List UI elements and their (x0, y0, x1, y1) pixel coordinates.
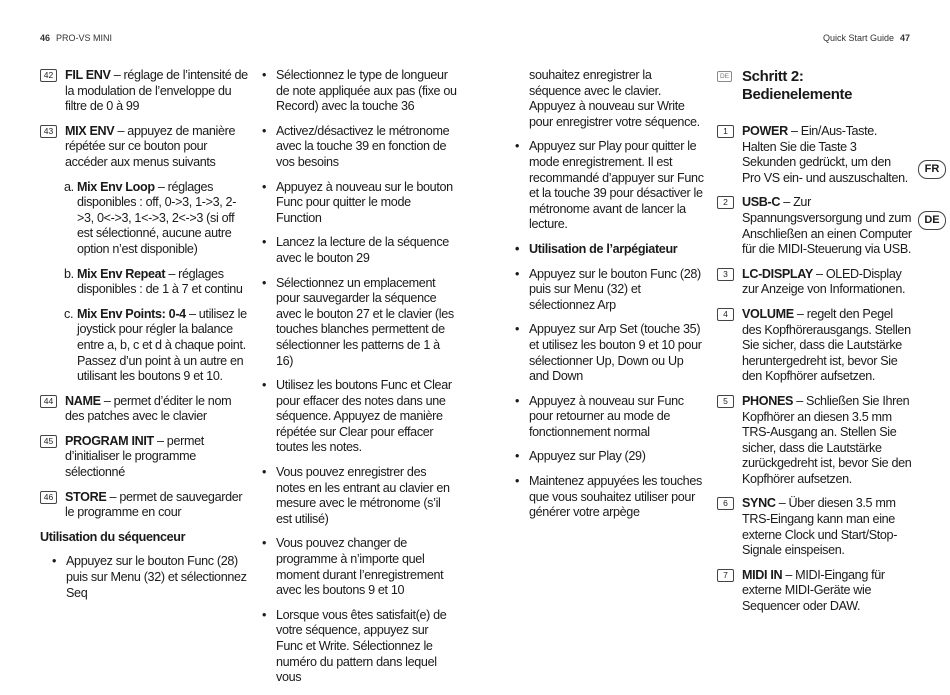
bullet-item: • Appuyez sur Play (29) (515, 449, 705, 465)
bullet-item: • Appuyez à nouveau sur Func pour retourner au mode de fonctionnement normal (515, 394, 705, 441)
item-number-badge: 5 (717, 395, 734, 408)
item-term: SYNC (742, 496, 776, 511)
control-item (40, 124, 250, 171)
item-term: NAME (65, 393, 101, 408)
arpeggiator-heading: • Utilisation de l’arpégiateur (515, 242, 705, 258)
bullet-item: • Sélectionnez un emplacement pour sauvegarder la séquence avec le bouton 27 et le clavier (les touches blanches permettent de sélectionner les patterns de 1 à 16) (262, 276, 457, 370)
item-description: – Zur Spannungsversorgung und zum Anschließen an einen Computer für die MIDI-Steuerung via USB. (742, 195, 912, 257)
continued-paragraph: souhaitez enregistrer la séquence avec le clavier. Appuyez à nouveau sur Write pour enregistrer votre séquence. (529, 68, 700, 129)
language-badge: DE (717, 71, 732, 82)
item-number-badge: 44 (40, 395, 57, 408)
bullet-item: • Utilisez les boutons Func et Clear pour effacer des notes dans une séquence. Appuyez de manière répétée sur Clear pour effacer toutes les notes. (262, 378, 457, 456)
item-number-badge: 42 (40, 69, 57, 82)
item-number-badge: 4 (717, 308, 734, 321)
control-item (40, 394, 250, 425)
control-item (717, 195, 912, 257)
bullet-item: • Lancez la lecture de la séquence avec le bouton 29 (262, 235, 457, 266)
sub-item-description: – réglages disponibles : off, 0->3, 1->3, 2->3, 0<->3, 1<->3, 2<->3 (si off est sélectionné, aucune autre option n’est disponible) (77, 179, 237, 256)
item-description: – regelt den Pegel des Kopfhörerausgangs. Stellen Sie sicher, dass die Lautstärke heruntergedreht ist, bevor Sie den Kopfhörer aufsetzen. (742, 306, 911, 384)
control-item (717, 307, 912, 385)
column-3 (515, 68, 705, 530)
sub-item-letter: c. (64, 306, 74, 321)
sub-item-term: Mix Env Loop (77, 179, 155, 194)
page-header-right (823, 33, 910, 43)
language-tab-de[interactable]: DE (918, 211, 946, 230)
sub-item-description: – réglages disponibles : de 1 à 7 et continu (77, 266, 243, 297)
sub-item-letter: a. (64, 179, 74, 194)
column-4 (717, 68, 912, 624)
item-number-badge: 43 (40, 125, 57, 138)
item-description: – réglage de l’intensité de la modulation de l’enveloppe du filtre de 0 à 99 (65, 68, 248, 114)
item-number-badge: 46 (40, 491, 57, 504)
control-item (717, 394, 912, 488)
item-description: – Ein/Aus-Taste. Halten Sie die Taste 3 Sekunden gedrückt, um den Pro VS ein- und auszuschalten. (742, 124, 908, 185)
item-term: MIX ENV (65, 123, 115, 138)
bullet-item: • Appuyez sur le bouton Func (28) puis sur Menu (32) et sélectionnez Seq (52, 554, 250, 601)
item-description: – Schließen Sie Ihren Kopfhörer an diesen 3.5 mm TRS-Ausgang an. Stellen Sie sicher, dass die Lautstärke zurückgedreht ist, bevor Sie den Kopfhörer aufsetzen. (742, 393, 912, 486)
bullet-item: • Lorsque vous êtes satisfait(e) de votre séquence, appuyez sur Func et Write. Sélectionnez le numéro du pattern dans lequel vous (262, 608, 457, 686)
item-term: STORE (65, 489, 107, 504)
sub-item (40, 180, 250, 258)
item-term: PROGRAM INIT (65, 433, 154, 448)
item-term: PHONES (742, 393, 794, 408)
bullet-item: • Maintenez appuyées les touches que vous souhaitez utiliser pour générer votre arpège (515, 474, 705, 521)
item-term: MIDI IN (742, 567, 783, 582)
item-term: POWER (742, 124, 788, 138)
control-item (717, 124, 912, 186)
item-description: – appuyez de manière répétée sur ce bouton pour accéder aux menus suivants (65, 123, 236, 169)
item-number-badge: 2 (717, 196, 734, 209)
language-tab-fr[interactable]: FR (918, 160, 946, 179)
section-title-text: Schritt 2: Bedienelemente (742, 68, 853, 103)
control-item (717, 496, 912, 558)
bullet-item: • Sélectionnez le type de longueur de note appliquée aux pas (fixe ou Record) avec la touche 36 (262, 68, 457, 115)
item-term: FIL ENV (65, 68, 111, 82)
item-number-badge: 45 (40, 435, 57, 448)
bullet-item: • Vous pouvez changer de programme à n’importe quel moment durant l’enregistrement avec les boutons 9 et 10 (262, 536, 457, 598)
control-item (717, 267, 912, 298)
control-item (40, 490, 250, 521)
header-product-title: PRO-VS MINI (56, 33, 113, 43)
bullet-item: • Vous pouvez enregistrer des notes en les entrant au clavier en mesure avec le métronome (s’il est utilisé) (262, 465, 457, 527)
item-description: – permet de sauvegarder le programme en cour (65, 489, 243, 520)
sub-item (40, 307, 250, 385)
item-description: – OLED-Display zur Anzeige von Informationen. (742, 266, 906, 297)
column-2 (262, 68, 457, 695)
sub-item-letter: b. (64, 266, 74, 281)
item-description: – permet d’initialiser le programme sélectionné (65, 433, 204, 480)
column-1 (40, 68, 250, 610)
item-number-badge: 1 (717, 125, 734, 138)
bullet-item: • Appuyez sur le bouton Func (28) puis sur Menu (32) et sélectionnez Arp (515, 267, 705, 314)
item-number-badge: 7 (717, 569, 734, 582)
section-heading: Utilisation du séquenceur (40, 529, 186, 544)
control-item (40, 68, 250, 115)
item-number-badge: 6 (717, 497, 734, 510)
item-term: LC-DISPLAY (742, 266, 813, 281)
item-term: VOLUME (742, 306, 794, 321)
bullet-item: • Appuyez sur Play pour quitter le mode enregistrement. Il est recommandé d’appuyer sur Func et la touche 39 pour désactiver le métronome avant de lancer la lecture. (515, 139, 705, 233)
header-guide-title: Quick Start Guide (822, 33, 894, 43)
section-title (717, 68, 912, 104)
control-item (717, 568, 912, 615)
sub-item-description: – utilisez le joystick pour régler la balance entre a, b, c et d à chaque point. Passez d’un point à un autre en utilisant les boutons 9 et 10. (77, 306, 247, 384)
item-description: – Über diesen 3.5 mm TRS-Eingang kann man eine externe Clock und Start/Stop-Signale einspeisen. (742, 496, 898, 558)
bullet-item: • Appuyez à nouveau sur le bouton Func pour quitter le mode Function (262, 180, 457, 227)
item-term: USB-C (742, 195, 781, 210)
sub-item-term: Mix Env Points: 0-4 (77, 306, 186, 321)
sub-item-term: Mix Env Repeat (77, 266, 166, 281)
page-header-left (40, 33, 112, 43)
page-number-left: 46 (40, 33, 51, 43)
page-number-right: 47 (899, 33, 910, 43)
sub-item (40, 267, 250, 298)
control-item (40, 434, 250, 481)
item-number-badge: 3 (717, 268, 734, 281)
item-description: – MIDI-Eingang für externe MIDI-Geräte wie Sequencer oder DAW. (742, 567, 885, 614)
item-description: – permet d’éditer le nom des patches avec le clavier (65, 393, 232, 424)
bullet-item: • Appuyez sur Arp Set (touche 35) et utilisez les bouton 9 et 10 pour sélectionner Up, Down ou Up and Down (515, 322, 705, 384)
bullet-item: • Activez/désactivez le métronome avec la touche 39 en fonction de vos besoins (262, 124, 457, 171)
